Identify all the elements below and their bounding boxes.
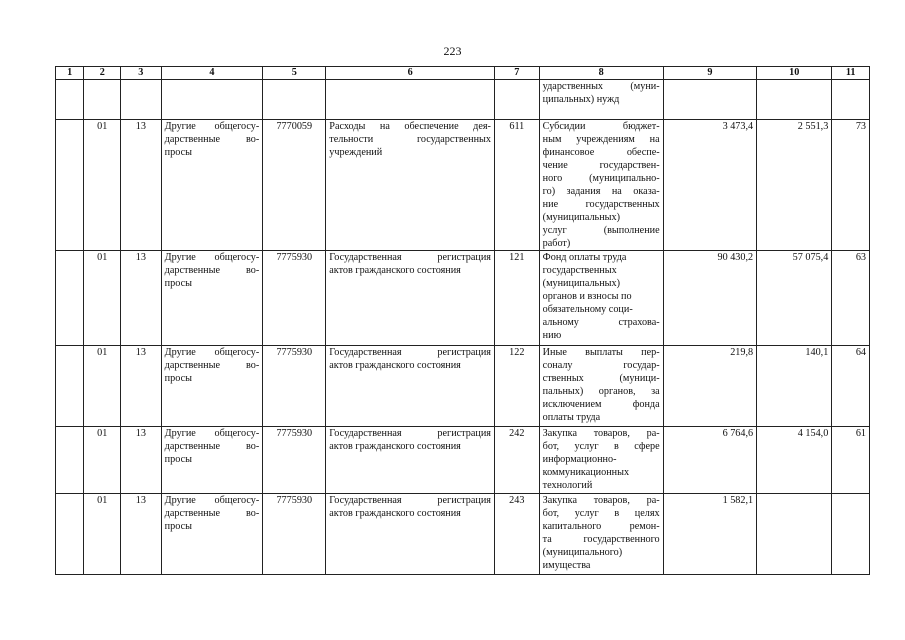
table-cell — [161, 80, 263, 120]
target-code: 7775930 — [263, 427, 326, 494]
column-header: 11 — [832, 67, 870, 80]
text-line: актов гражданского состояния — [329, 441, 461, 452]
column-header: 8 — [539, 67, 663, 80]
kind-code: 122 — [494, 346, 539, 427]
table-cell — [832, 80, 870, 120]
kind-code: 242 — [494, 427, 539, 494]
subsection-code: 13 — [121, 494, 162, 575]
table-cell — [56, 427, 84, 494]
text-line: просы — [164, 521, 192, 532]
percent-cell: 61 — [832, 427, 870, 494]
text-line: дарственные во- — [164, 134, 260, 145]
subsection-code: 13 — [121, 346, 162, 427]
table-cell — [121, 80, 162, 120]
subsection-code: 13 — [121, 427, 162, 494]
text-line: коммуникационных — [542, 467, 630, 478]
table-cell — [263, 80, 326, 120]
table-row — [56, 251, 870, 346]
target-code: 7770059 — [263, 120, 326, 251]
text-line: услуг (выполнение — [542, 225, 660, 236]
section-code: 01 — [84, 251, 121, 346]
text-line: Закупка товаров, ра- — [542, 495, 660, 506]
section-code: 01 — [84, 346, 121, 427]
text-line: Государственная регистрация — [329, 347, 491, 358]
executed-cell: 4 154,0 — [757, 427, 832, 494]
text-line: актов гражданского состояния — [329, 360, 461, 371]
text-line: (муниципальных) — [542, 278, 620, 289]
section-code: 01 — [84, 427, 121, 494]
purpose-cell — [539, 427, 663, 494]
table-row — [56, 120, 870, 251]
purpose-cell — [539, 80, 663, 120]
text-line: Государственная регистрация — [329, 428, 491, 439]
text-line: дарственные во- — [164, 508, 260, 519]
table-cell — [663, 80, 756, 120]
percent-cell — [832, 494, 870, 575]
text-line: дарственные во- — [164, 360, 260, 371]
executed-cell: 140,1 — [757, 346, 832, 427]
kind-code: 121 — [494, 251, 539, 346]
table-cell — [56, 251, 84, 346]
text-line: ние государственных — [542, 199, 660, 210]
text-line: технологий — [542, 480, 593, 491]
text-line: актов гражданского состояния — [329, 508, 461, 519]
text-line: (муниципальных) — [542, 212, 620, 223]
text-line: го) задания на оказа- — [542, 186, 660, 197]
text-line: бот, услуг в целях — [542, 508, 660, 519]
column-header: 1 — [56, 67, 84, 80]
text-line: Расходы на обеспечение дея- — [329, 121, 491, 132]
table-cell — [56, 346, 84, 427]
text-line: просы — [164, 373, 192, 384]
text-line: чение государствен- — [542, 160, 660, 171]
table-cell — [757, 80, 832, 120]
text-line: информационно- — [542, 454, 617, 465]
text-line: соналу государ- — [542, 360, 660, 371]
text-line: обязательному соци- — [542, 304, 633, 315]
text-line: Субсидии бюджет- — [542, 121, 660, 132]
text-line: тельности государственных — [329, 134, 491, 145]
section-code: 01 — [84, 494, 121, 575]
text-line: финансовое обеспе- — [542, 147, 660, 158]
text-line: дарственные во- — [164, 441, 260, 452]
table-cell — [56, 494, 84, 575]
text-line: ударственных (муни- — [542, 81, 660, 92]
text-line: ципальных) нужд — [542, 94, 620, 105]
text-line: Другие общегосу- — [164, 495, 260, 506]
column-header: 9 — [663, 67, 756, 80]
text-line: Государственная регистрация — [329, 495, 491, 506]
text-line: бот, услуг в сфере — [542, 441, 660, 452]
subsection-code: 13 — [121, 251, 162, 346]
text-line: та государственного — [542, 534, 660, 545]
text-line: Фонд оплаты труда — [542, 252, 627, 263]
text-line: просы — [164, 278, 192, 289]
amount-cell: 3 473,4 — [663, 120, 756, 251]
text-line: капитального ремон- — [542, 521, 660, 532]
purpose-cell — [539, 494, 663, 575]
text-line: Иные выплаты пер- — [542, 347, 660, 358]
name-cell — [161, 346, 263, 427]
column-header: 7 — [494, 67, 539, 80]
table-row-continuation — [56, 80, 870, 120]
kind-code: 243 — [494, 494, 539, 575]
executed-cell: 57 075,4 — [757, 251, 832, 346]
table-row — [56, 346, 870, 427]
text-line: актов гражданского состояния — [329, 265, 461, 276]
table-cell — [56, 120, 84, 251]
text-line: Другие общегосу- — [164, 428, 260, 439]
text-line: органов и взносы по — [542, 291, 632, 302]
text-line: Другие общегосу- — [164, 121, 260, 132]
target-code: 7775930 — [263, 346, 326, 427]
text-line: Другие общегосу- — [164, 252, 260, 263]
purpose-cell — [539, 120, 663, 251]
target-name-cell — [326, 251, 495, 346]
target-name-cell — [326, 120, 495, 251]
amount-cell: 219,8 — [663, 346, 756, 427]
text-line: (муниципального) — [542, 547, 623, 558]
text-line: государственных — [542, 265, 617, 276]
text-line: оплаты труда — [542, 412, 601, 423]
column-header: 2 — [84, 67, 121, 80]
text-line: просы — [164, 147, 192, 158]
executed-cell — [757, 494, 832, 575]
amount-cell: 1 582,1 — [663, 494, 756, 575]
page-number: 223 — [443, 44, 462, 58]
amount-cell: 6 764,6 — [663, 427, 756, 494]
text-line: пальных) органов, за — [542, 386, 660, 397]
text-line: альному страхова- — [542, 317, 660, 328]
column-header: 3 — [121, 67, 162, 80]
text-line: имущества — [542, 560, 591, 571]
text-line: просы — [164, 454, 192, 465]
table-cell — [56, 80, 84, 120]
text-line: исключением фонда — [542, 399, 660, 410]
amount-cell: 90 430,2 — [663, 251, 756, 346]
column-header: 4 — [161, 67, 263, 80]
text-line: учреждений — [329, 147, 383, 158]
percent-cell: 64 — [832, 346, 870, 427]
target-code: 7775930 — [263, 251, 326, 346]
table-cell — [84, 80, 121, 120]
section-code: 01 — [84, 120, 121, 251]
target-name-cell — [326, 427, 495, 494]
column-header: 5 — [263, 67, 326, 80]
budget-table — [55, 66, 870, 575]
name-cell — [161, 120, 263, 251]
column-header: 6 — [326, 67, 495, 80]
name-cell — [161, 494, 263, 575]
column-header: 10 — [757, 67, 832, 80]
percent-cell: 63 — [832, 251, 870, 346]
target-name-cell — [326, 346, 495, 427]
text-line: Государственная регистрация — [329, 252, 491, 263]
subsection-code: 13 — [121, 120, 162, 251]
header-row — [56, 67, 870, 80]
text-line: Закупка товаров, ра- — [542, 428, 660, 439]
name-cell — [161, 427, 263, 494]
table-cell — [494, 80, 539, 120]
table-row — [56, 494, 870, 575]
executed-cell: 2 551,3 — [757, 120, 832, 251]
target-name-cell — [326, 494, 495, 575]
text-line: дарственные во- — [164, 265, 260, 276]
purpose-cell — [539, 251, 663, 346]
kind-code: 611 — [494, 120, 539, 251]
text-line: ным учреждениям на — [542, 134, 660, 145]
text-line: ного (муниципально- — [542, 173, 660, 184]
text-line: работ) — [542, 238, 571, 249]
purpose-cell — [539, 346, 663, 427]
table-cell — [326, 80, 495, 120]
table-row — [56, 427, 870, 494]
percent-cell: 73 — [832, 120, 870, 251]
target-code: 7775930 — [263, 494, 326, 575]
name-cell — [161, 251, 263, 346]
text-line: Другие общегосу- — [164, 347, 260, 358]
text-line: ственных (муници- — [542, 373, 660, 384]
text-line: нию — [542, 330, 562, 341]
